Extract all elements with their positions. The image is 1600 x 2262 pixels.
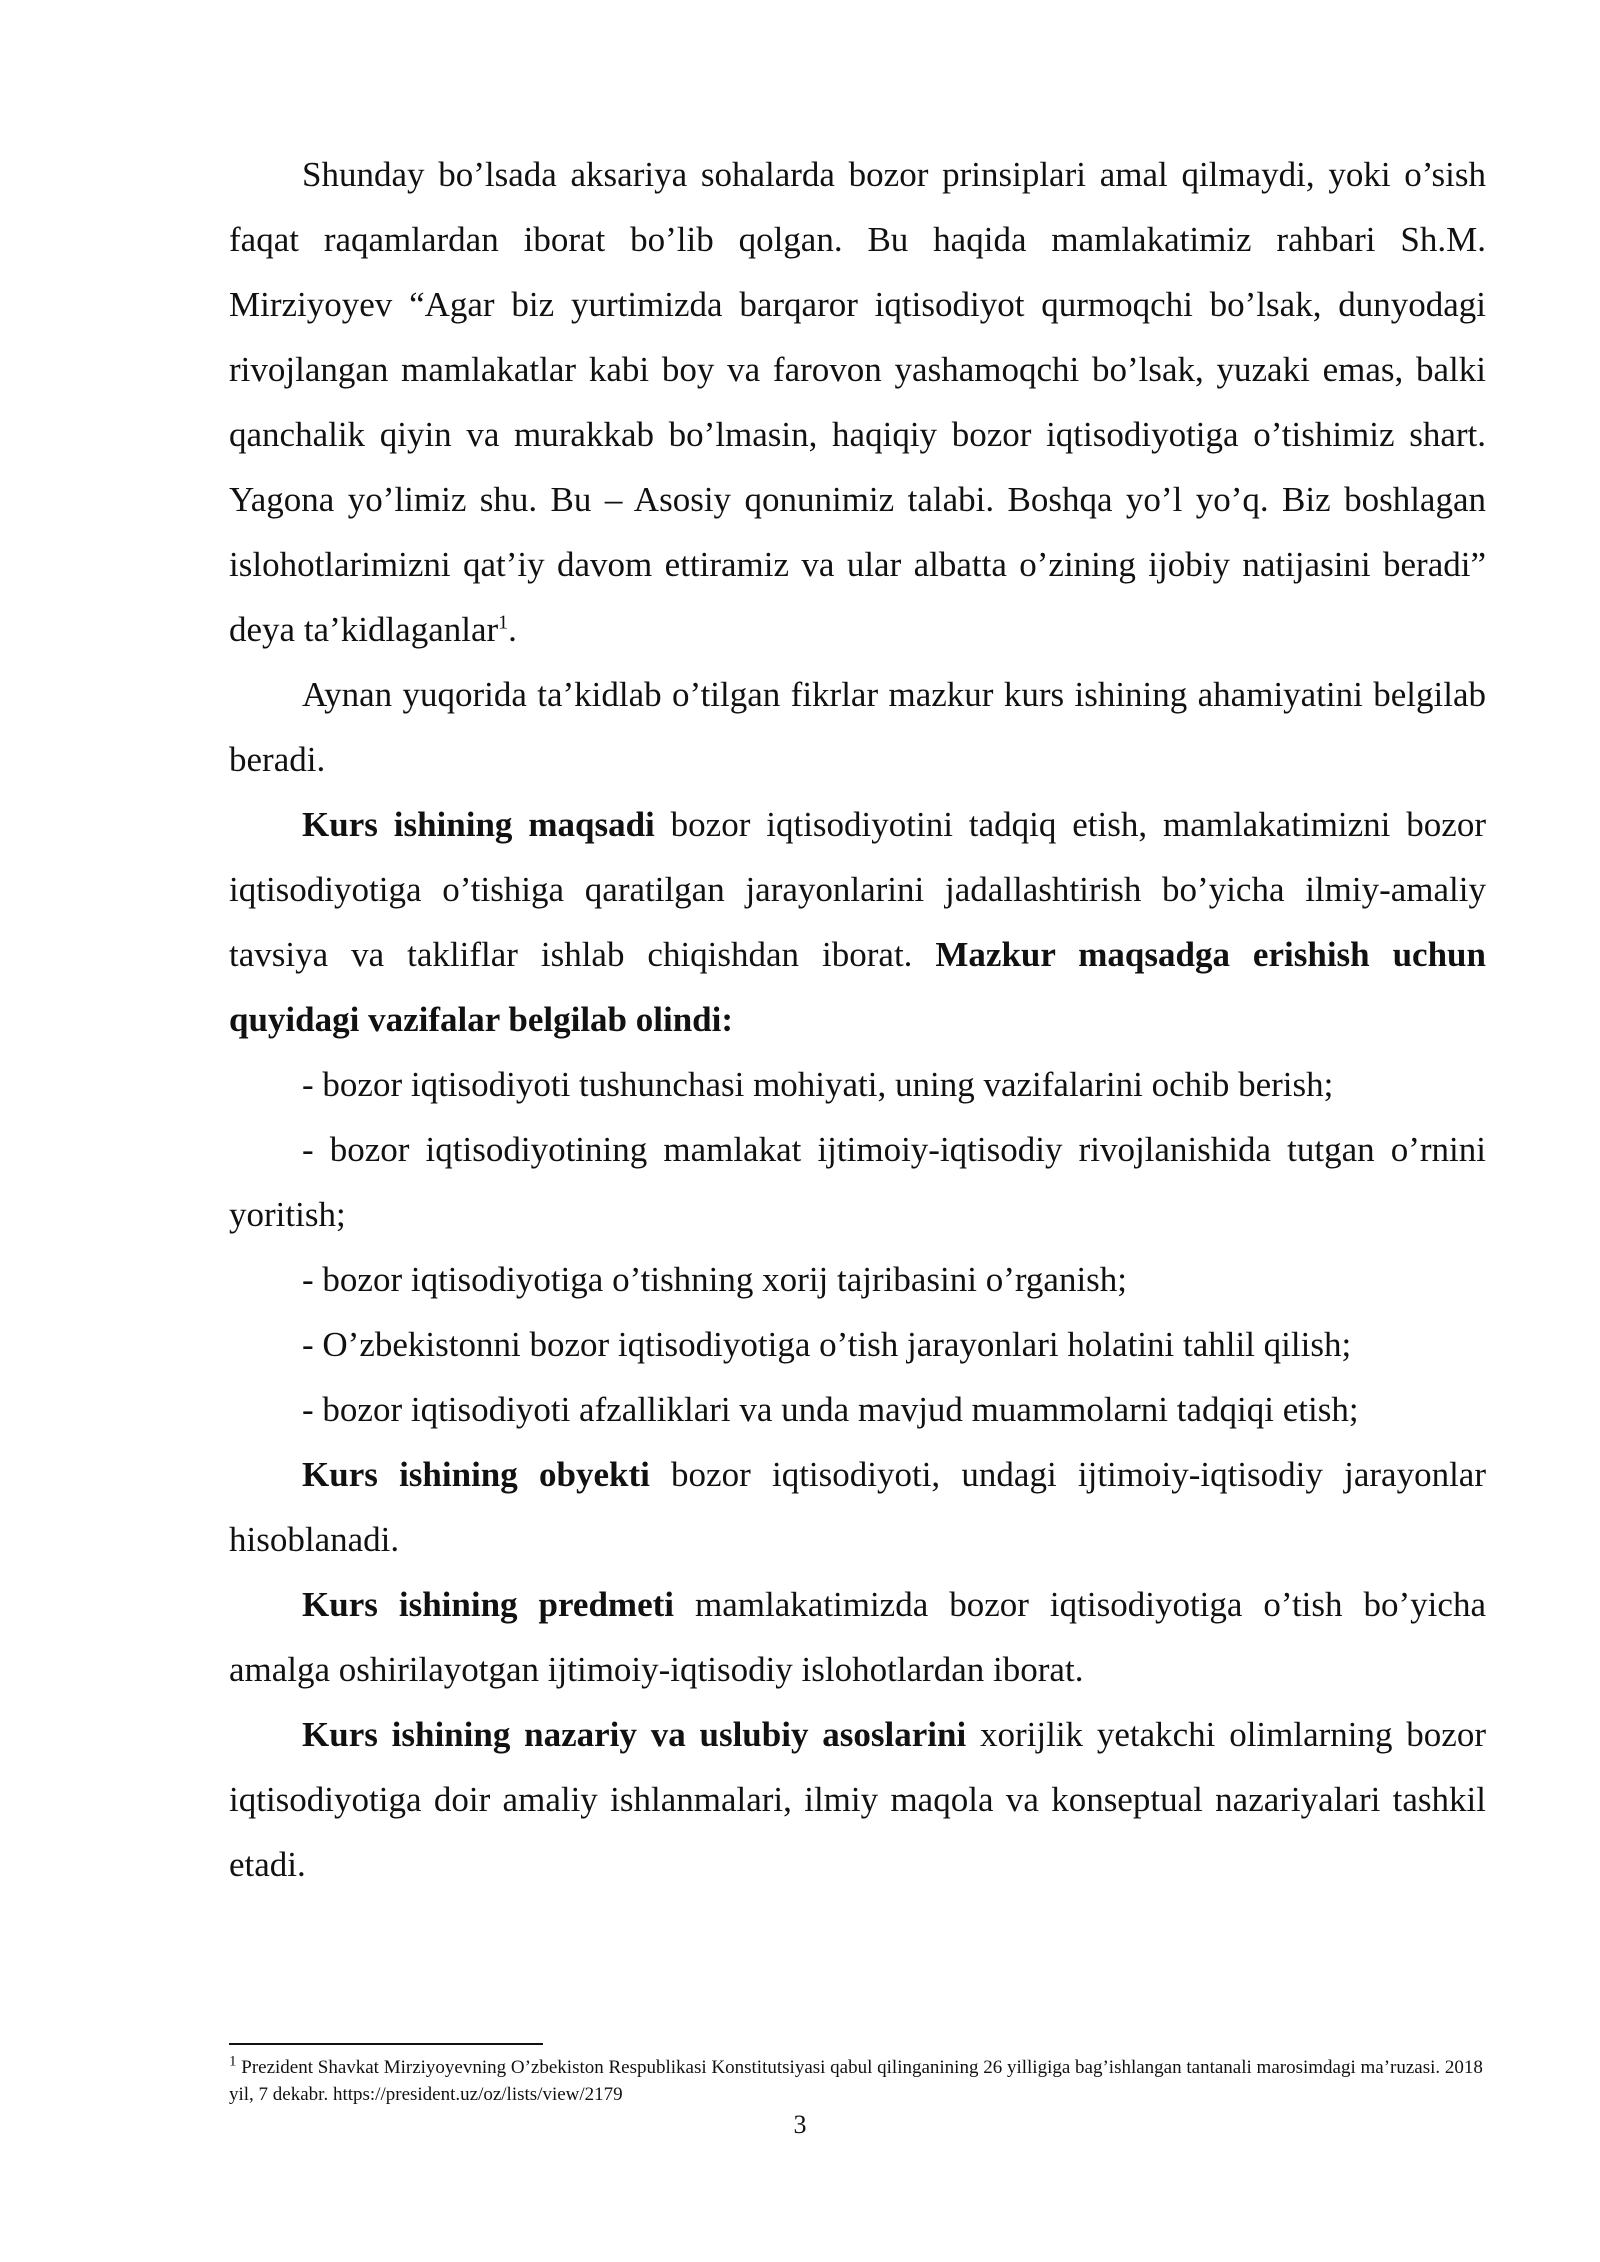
goal-heading: Kurs ishining maqsadi — [302, 805, 655, 844]
subject-paragraph — [229, 1572, 1486, 1702]
task-item: - bozor iqtisodiyoti afzalliklari va unda mavjud muammolarni tadqiqi etish; — [302, 1390, 1359, 1429]
methodology-heading: Kurs ishining nazariy va uslubiy asoslarini — [302, 1715, 967, 1754]
object-text: bozor iqtisodiyoti, undagi ijtimoiy-iqtisodiy jarayonlar hisoblanadi. — [229, 1455, 1486, 1559]
footnote-separator — [229, 2043, 543, 2045]
relevance-paragraph: Aynan yuqorida ta’kidlab o’tilgan fikrlar mazkur kurs ishining ahamiyatini belgilab beradi. — [229, 675, 1486, 779]
task-item: - bozor iqtisodiyotining mamlakat ijtimoiy-iqtisodiy rivojlanishida tutgan o’rnini yoritish; — [229, 1130, 1486, 1234]
intro-end-punctuation: . — [508, 610, 517, 649]
footnote-number: 1 — [229, 2053, 237, 2070]
page-body — [229, 142, 1486, 1897]
intro-paragraph — [229, 142, 1486, 662]
footnote-reference[interactable]: 1 — [498, 611, 509, 634]
page-number: 3 — [793, 2110, 807, 2139]
object-paragraph — [229, 1442, 1486, 1572]
footnote — [229, 2054, 1486, 2108]
intro-text: Shunday bo’lsada aksariya sohalarda bozor prinsiplari amal qilmaydi, yoki o’sish faqat raqamlardan iborat bo’lib qolgan. Bu haqida mamlakatimiz rahbari Sh.M. Mirziyoyev “Agar biz yurtimizda barqaror iqtisodiyot qurmoqchi bo’lsak, dunyodagi rivojlangan mamlakatlar kabi boy va farovon yashamoqchi bo’lsak, yuzaki emas, balki qanchalik qiyin va murakkab bo’lmasin, haqiqiy bozor iqtisodiyotiga o’tishimiz shart. Yagona yo’limiz shu. Bu – Asosiy qonunimiz talabi. Boshqa yo’l yo’q. Biz boshlagan islohotlarimizni qat’iy davom ettiramiz va ular albatta o’zining ijobiy natijasini beradi” deya ta’kidlaganlar — [229, 155, 1486, 649]
task-item: - bozor iqtisodiyoti tushunchasi mohiyati, uning vazifalarini ochib berish; — [302, 1065, 1334, 1104]
subject-text: mamlakatimizda bozor iqtisodiyotiga o’tish bo’yicha amalga oshirilayotgan ijtimoiy-iqtisodiy islohotlardan iborat. — [229, 1585, 1486, 1689]
methodology-text: xorijlik yetakchi olimlarning bozor iqtisodiyotiga doir amaliy ishlanmalari, ilmiy maqola va konseptual nazariyalari tashkil etadi. — [229, 1715, 1487, 1884]
task-item: - O’zbekistonni bozor iqtisodiyotiga o’tish jarayonlari holatini tahlil qilish; — [302, 1325, 1352, 1364]
goal-text: bozor iqtisodiyotini tadqiq etish, mamlakatimizni bozor iqtisodiyotiga o’tishiga qaratilgan jarayonlarini jadallashtirish bo’yicha ilmiy-amaliy tavsiya va takliflar ishlab chiqishdan iborat. — [229, 805, 1486, 974]
methodology-paragraph — [229, 1702, 1486, 1897]
task-item: - bozor iqtisodiyotiga o’tishning xorij tajribasini o’rganish; — [302, 1260, 1128, 1299]
object-heading: Kurs ishining obyekti — [302, 1455, 650, 1494]
goal-paragraph — [229, 792, 1486, 1052]
tasks-heading: Mazkur maqsadga erishish uchun quyidagi vazifalar belgilab olindi: — [229, 935, 1486, 1039]
footnote-text: Prezident Shavkat Mirziyoyevning O’zbekiston Respublikasi Konstitutsiyasi qabul qilinganining 26 yilligiga bag’ishlangan tantanali marosimdagi ma’ruzasi. 2018 yil, 7 dekabr. https://president.uz/oz/lists/view/2179 — [229, 2057, 1483, 2105]
subject-heading: Kurs ishining predmeti — [302, 1585, 674, 1624]
